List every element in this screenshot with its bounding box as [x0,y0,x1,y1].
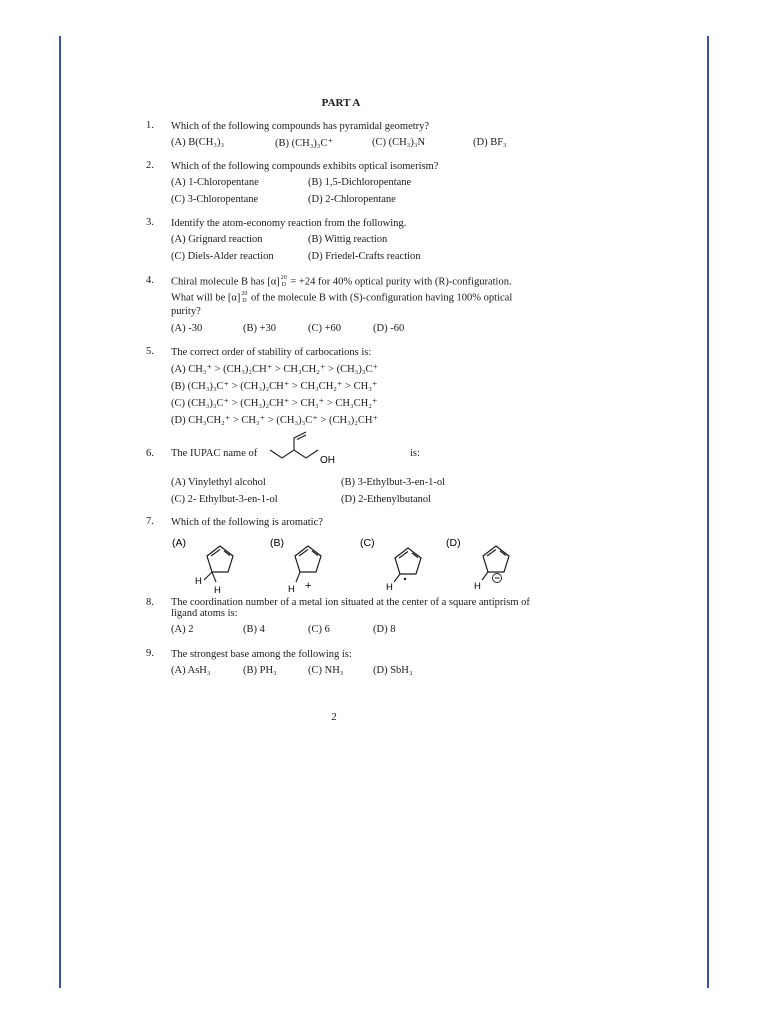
oh-label: OH [320,455,335,466]
plus-charge: + [305,580,312,592]
option-d: (D) Friedel-Crafts reaction [308,251,421,262]
option-c: (C) Diels-Alder reaction [171,251,274,262]
option-d: (D) 8 [373,624,396,635]
question-number: 4. [146,275,154,286]
option-a: (A) 1-Chloropentane [171,177,259,188]
option-a: (A) B(CH₃)₃ [171,137,225,148]
structure-c [386,548,421,593]
question-number: 9. [146,648,154,659]
question-number: 2. [146,160,154,171]
structure-b [288,546,321,595]
question-text: Identify the atom-economy reaction from the following. [171,218,407,229]
option-d: (D) SbH₃ [373,665,413,676]
option-d: (D) -60 [373,323,405,334]
option-a: (A) AsH₃ [171,665,211,676]
option-d: (D) 2-Ethenylbutanol [341,494,432,505]
specific-rotation-notation: 20 D [280,275,287,288]
question-text-end: is: [410,448,420,459]
vinyl-bond [294,432,306,450]
option-c: (C) 3-Chloropentane [171,194,259,205]
option-b: (B) 4 [243,624,265,635]
structure-label-c: (C) [360,537,375,549]
question-text: The strongest base among the following is: [171,649,352,660]
option-a: (A) Vinylethyl alcohol [171,477,266,488]
page-number: 2 [331,711,337,723]
question-number: 1. [146,120,154,131]
option-d: (D) CH₃CH₂⁺ > CH₃⁺ > (CH₃)₃C⁺ > (CH₃)₂CH⁺ [171,415,379,426]
option-b: (B) PH₃ [243,665,277,676]
question-number: 7. [146,516,154,527]
option-b: (B) 3-Ethylbut-3-en-1-ol [341,477,446,488]
alkenyl-alcohol-structure [268,430,358,470]
option-b: (B) 1,5-Dichloropentane [308,177,412,188]
option-a: (A) 2 [171,624,194,635]
h-label: H [195,576,202,587]
option-c: (C) (CH₃)₃N [372,137,426,148]
question-number: 6. [146,448,154,459]
option-c: (C) (CH₃)₃C⁺ > (CH₃)₂CH⁺ > CH₃⁺ > CH₃CH₂⁺ [171,398,378,409]
option-c: (C) NH₃ [308,665,344,676]
structure-d [474,546,509,592]
option-d: (D) 2-Chloropentane [308,194,396,205]
specific-rotation-notation: 20 D [241,291,248,304]
structure-label-b: (B) [270,537,284,549]
h-label: H [386,582,393,593]
question-number: 3. [146,217,154,228]
question-text-line-3: purity? [171,306,201,317]
option-b: (B) Wittig reaction [308,234,388,245]
h-label: H [214,585,221,596]
question-text: Which of the following compounds has pyramidal geometry? [171,121,430,132]
carbon-chain-bond [270,450,318,458]
cyclopentadiene-structures [160,532,530,602]
question-text: The correct order of stability of carbocations is: [171,347,372,358]
part-heading: PART A [321,97,361,109]
h-label: H [288,584,295,595]
option-a: (A) Grignard reaction [171,234,263,245]
structure-label-d: (D) [446,537,461,549]
question-text-line-2: What will be [α] 20 D of the molecule B with (S)-configuration having 100% optical [171,291,513,304]
question-text-line-1: Chiral molecule B has [α] 20 D = +24 for 40% optical purity with (R)-configuration. [171,275,512,288]
question-number: 8. [146,597,154,608]
question-text: The IUPAC name of [171,448,258,459]
h-label: H [474,581,481,592]
option-b: (B) +30 [243,323,277,334]
option-a: (A) -30 [171,323,203,334]
question-text: Which of the following compounds exhibits optical isomerism? [171,161,439,172]
option-c: (C) 2- Ethylbut-3-en-1-ol [171,494,278,505]
option-b: (B) (CH₃)₃C⁺ > (CH₃)₂CH⁺ > CH₃CH₂⁺ > CH₃⁺ [171,381,378,392]
question-text: The coordination number of a metal ion situated at the center of a square antiprism of ligand atoms is: [171,597,530,619]
option-b: (B) (CH₃)₃C⁺ [275,138,334,149]
structure-label-a: (A) [172,537,186,549]
option-c: (C) 6 [308,624,330,635]
question-text: Which of the following is aromatic? [171,517,323,528]
structure-a [195,546,233,596]
radical-dot [404,578,406,580]
option-a: (A) CH₃⁺ > (CH₃)₂CH⁺ > CH₃CH₂⁺ > (CH₃)₃C⁺ [171,364,379,375]
option-c: (C) +60 [308,323,342,334]
option-d: (D) BF₃ [473,137,507,148]
question-number: 5. [146,346,154,357]
